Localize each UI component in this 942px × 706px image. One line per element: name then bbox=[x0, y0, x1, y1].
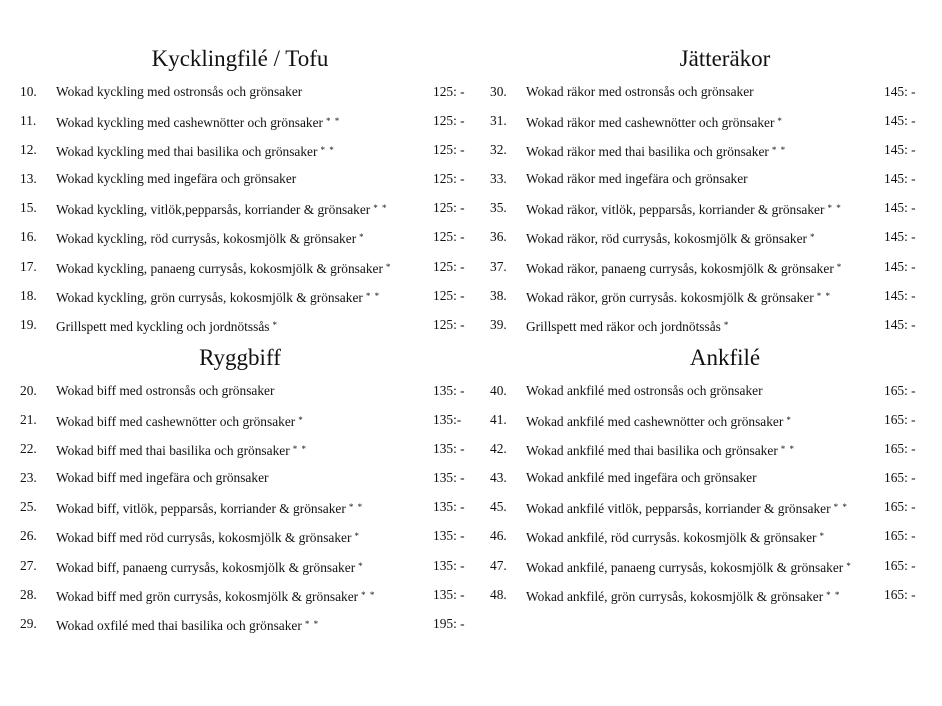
item-number: 35. bbox=[490, 200, 507, 216]
item-price: 135:- bbox=[433, 412, 462, 428]
menu-item bbox=[490, 412, 930, 441]
section-duck bbox=[490, 345, 930, 645]
item-name: Wokad kyckling, röd currysås, kokosmjölk & grönsaker bbox=[56, 231, 357, 247]
item-name: Wokad ankfilé med thai basilika och grönsaker bbox=[526, 443, 778, 459]
menu-item bbox=[490, 499, 930, 528]
item-price: 165: - bbox=[884, 528, 916, 544]
item-price: 125: - bbox=[433, 200, 465, 216]
section-prawns bbox=[490, 46, 930, 346]
item-number: 13. bbox=[20, 171, 37, 187]
item-name: Wokad kyckling med ingefära och grönsaker bbox=[56, 171, 297, 187]
menu-item bbox=[490, 113, 930, 142]
item-price: 135: - bbox=[433, 557, 465, 573]
spicy-stars: * bbox=[819, 531, 825, 542]
item-name: Wokad räkor, röd currysås, kokosmjölk & grönsaker bbox=[526, 231, 808, 247]
item-number: 26. bbox=[20, 528, 37, 544]
spicy-stars: * bbox=[777, 116, 783, 127]
item-price: 125: - bbox=[433, 171, 465, 187]
item-price: 165: - bbox=[884, 441, 916, 457]
menu-item bbox=[490, 317, 930, 346]
item-number: 38. bbox=[490, 287, 507, 303]
menu-item bbox=[490, 200, 930, 229]
item-name-wrap bbox=[56, 441, 307, 459]
item-name-wrap bbox=[526, 288, 831, 306]
item-price: 135: - bbox=[433, 586, 465, 602]
spicy-stars: * bbox=[846, 560, 852, 571]
menu-item bbox=[20, 412, 470, 441]
item-name-wrap bbox=[526, 412, 792, 430]
spicy-stars: * bbox=[359, 232, 365, 243]
spicy-stars: * * bbox=[320, 145, 335, 156]
item-price: 145: - bbox=[884, 316, 916, 332]
item-name-wrap bbox=[526, 200, 842, 218]
section-title: Jätteräkor bbox=[679, 46, 771, 71]
item-name-wrap bbox=[56, 288, 380, 306]
item-number: 17. bbox=[20, 258, 37, 274]
menu-list bbox=[20, 383, 470, 645]
item-number: 41. bbox=[490, 412, 507, 428]
section-title: Ryggbiff bbox=[199, 345, 281, 370]
menu-item bbox=[490, 470, 930, 499]
menu-list bbox=[20, 84, 470, 346]
item-number: 40. bbox=[490, 383, 507, 398]
item-name-wrap bbox=[56, 229, 365, 247]
spicy-stars: * * bbox=[304, 618, 320, 629]
menu-item bbox=[490, 383, 930, 412]
item-name-wrap bbox=[56, 558, 364, 576]
menu-item bbox=[20, 288, 470, 317]
item-number: 37. bbox=[490, 258, 507, 274]
menu-list bbox=[490, 383, 930, 616]
item-price: 165: - bbox=[884, 586, 916, 602]
spicy-stars: * * bbox=[771, 145, 787, 156]
spicy-stars: * bbox=[272, 319, 278, 330]
menu-item bbox=[490, 558, 930, 587]
item-price: 125: - bbox=[433, 113, 465, 129]
spicy-stars: * bbox=[786, 415, 792, 426]
spicy-stars: * * bbox=[348, 502, 364, 513]
item-name-wrap bbox=[526, 142, 786, 160]
menu-item bbox=[20, 142, 470, 171]
item-number: 32. bbox=[490, 142, 507, 158]
item-name: Wokad kyckling, vitlök,pepparsås, korriander & grönsaker bbox=[56, 202, 371, 218]
item-price: 165: - bbox=[884, 557, 916, 573]
spicy-stars: * * bbox=[365, 290, 381, 301]
item-name: Wokad biff, panaeng currysås, kokosmjölk & grönsaker bbox=[56, 559, 356, 575]
menu-list bbox=[490, 84, 930, 346]
menu-item bbox=[490, 528, 930, 557]
item-number: 42. bbox=[490, 441, 507, 457]
section-title: Kycklingfilé / Tofu bbox=[151, 46, 329, 71]
item-price: 125: - bbox=[433, 287, 465, 303]
item-name-wrap bbox=[56, 383, 274, 399]
item-price: 135: - bbox=[433, 441, 465, 457]
item-name-wrap bbox=[56, 616, 319, 634]
item-name: Wokad biff med thai basilika och grönsaker bbox=[56, 443, 290, 459]
item-price: 135: - bbox=[433, 499, 465, 515]
menu-item bbox=[490, 587, 930, 616]
spicy-stars: * bbox=[385, 261, 392, 272]
item-price: 125: - bbox=[433, 316, 465, 332]
item-name: Wokad ankfilé med cashewnötter och grönsaker bbox=[526, 414, 784, 430]
item-name: Wokad ankfilé med ostronsås och grönsaker bbox=[526, 383, 763, 398]
item-name-wrap bbox=[526, 441, 795, 459]
spicy-stars: * bbox=[298, 415, 304, 426]
item-number: 39. bbox=[490, 316, 507, 332]
item-name-wrap bbox=[526, 317, 729, 335]
item-price: 195: - bbox=[433, 615, 465, 631]
item-price: 125: - bbox=[433, 142, 465, 158]
item-name: Wokad kyckling, panaeng currysås, kokosmjölk & grönsaker bbox=[56, 260, 383, 276]
item-price: 145: - bbox=[884, 84, 916, 99]
item-number: 30. bbox=[490, 84, 507, 99]
menu-item bbox=[20, 558, 470, 587]
item-number: 12. bbox=[20, 142, 37, 158]
item-name: Grillspett med kyckling och jordnötssås bbox=[56, 318, 270, 334]
item-number: 18. bbox=[20, 287, 37, 303]
spicy-stars: * bbox=[810, 232, 816, 243]
item-price: 135: - bbox=[433, 470, 465, 486]
menu-item bbox=[490, 171, 930, 200]
item-name: Wokad ankfilé, panaeng currysås, kokosmjölk & grönsaker bbox=[526, 559, 844, 575]
item-price: 165: - bbox=[884, 499, 916, 515]
item-name-wrap bbox=[56, 317, 278, 335]
item-name-wrap bbox=[56, 528, 360, 546]
item-name: Wokad ankfilé med ingefära och grönsaker bbox=[526, 470, 757, 486]
item-number: 47. bbox=[490, 557, 507, 573]
menu-item bbox=[20, 528, 470, 557]
menu-item bbox=[490, 441, 930, 470]
item-name-wrap bbox=[56, 470, 268, 486]
item-name-wrap bbox=[56, 142, 335, 160]
item-name: Grillspett med räkor och jordnötssås bbox=[526, 318, 721, 334]
item-name: Wokad ankfilé, grön currysås, kokosmjölk & grönsaker bbox=[526, 588, 824, 604]
spicy-stars: * * bbox=[326, 116, 341, 127]
menu-item bbox=[20, 499, 470, 528]
item-number: 11. bbox=[20, 113, 37, 129]
item-name-wrap bbox=[56, 412, 304, 430]
item-price: 145: - bbox=[884, 113, 916, 129]
item-name-wrap bbox=[526, 171, 748, 187]
menu-item bbox=[20, 200, 470, 229]
item-name: Wokad kyckling med cashewnötter och grönsaker bbox=[56, 115, 324, 131]
menu-item bbox=[20, 441, 470, 470]
item-number: 16. bbox=[20, 229, 37, 245]
item-price: 145: - bbox=[884, 287, 916, 303]
item-number: 21. bbox=[20, 412, 37, 428]
spicy-stars: * bbox=[723, 319, 730, 330]
item-name: Wokad kyckling, grön currysås, kokosmjölk & grönsaker bbox=[56, 289, 363, 305]
item-name: Wokad biff med ostronsås och grönsaker bbox=[56, 383, 275, 398]
menu-item bbox=[20, 259, 470, 288]
item-name: Wokad ankfilé, röd currysås. kokosmjölk & grönsaker bbox=[526, 530, 817, 546]
item-price: 125: - bbox=[433, 84, 465, 99]
spicy-stars: * * bbox=[292, 444, 307, 455]
spicy-stars: * * bbox=[373, 203, 388, 214]
item-name-wrap bbox=[56, 259, 391, 277]
menu-item bbox=[20, 113, 470, 142]
item-name-wrap bbox=[56, 84, 302, 100]
section-chicken-tofu bbox=[20, 46, 470, 346]
item-name-wrap bbox=[526, 470, 757, 486]
item-name-wrap bbox=[526, 113, 783, 131]
item-number: 31. bbox=[490, 113, 507, 129]
item-name: Wokad biff, vitlök, pepparsås, korriander & grönsaker bbox=[56, 501, 346, 517]
item-name-wrap bbox=[56, 113, 340, 131]
item-name-wrap bbox=[526, 229, 816, 247]
menu-item bbox=[20, 84, 470, 113]
spicy-stars: * * bbox=[827, 203, 842, 214]
item-name: Wokad biff med grön currysås, kokosmjölk & grönsaker bbox=[56, 588, 359, 604]
item-number: 45. bbox=[490, 499, 507, 515]
menu-item bbox=[490, 84, 930, 113]
item-number: 23. bbox=[20, 470, 37, 486]
item-name: Wokad kyckling med ostronsås och grönsaker bbox=[56, 84, 303, 99]
item-name-wrap bbox=[526, 84, 754, 100]
menu-item bbox=[20, 171, 470, 200]
item-name: Wokad räkor med cashewnötter och grönsaker bbox=[526, 115, 775, 131]
spicy-stars: * bbox=[836, 261, 843, 272]
item-name-wrap bbox=[56, 200, 388, 218]
item-name: Wokad räkor, vitlök, pepparsås, korriander & grönsaker bbox=[526, 202, 825, 218]
item-price: 145: - bbox=[884, 258, 916, 274]
item-number: 10. bbox=[20, 84, 37, 99]
menu-item bbox=[20, 229, 470, 258]
item-number: 43. bbox=[490, 470, 507, 486]
item-number: 22. bbox=[20, 441, 37, 457]
item-price: 125: - bbox=[433, 258, 465, 274]
section-title: Ankfilé bbox=[689, 345, 761, 370]
item-price: 145: - bbox=[884, 171, 916, 187]
menu-item bbox=[20, 616, 470, 645]
item-name: Wokad räkor med ingefära och grönsaker bbox=[526, 171, 748, 187]
item-price: 165: - bbox=[884, 470, 916, 486]
item-name-wrap bbox=[56, 171, 296, 187]
item-number: 19. bbox=[20, 316, 37, 332]
item-number: 29. bbox=[20, 615, 37, 631]
menu-item bbox=[20, 383, 470, 412]
item-name: Wokad räkor med thai basilika och grönsaker bbox=[526, 144, 769, 160]
item-number: 28. bbox=[20, 586, 37, 602]
item-price: 165: - bbox=[884, 412, 916, 428]
spicy-stars: * * bbox=[826, 589, 841, 600]
spicy-stars: * * bbox=[816, 290, 831, 301]
item-name: Wokad biff med cashewnötter och grönsaker bbox=[56, 414, 296, 430]
item-price: 145: - bbox=[884, 142, 916, 158]
item-number: 48. bbox=[490, 586, 507, 602]
spicy-stars: * bbox=[358, 560, 364, 571]
item-price: 125: - bbox=[433, 229, 465, 245]
spicy-stars: * bbox=[354, 531, 360, 542]
menu-item bbox=[490, 288, 930, 317]
item-name-wrap bbox=[526, 587, 840, 605]
spicy-stars: * * bbox=[833, 502, 848, 513]
item-price: 135: - bbox=[433, 528, 465, 544]
menu-item bbox=[490, 259, 930, 288]
item-number: 25. bbox=[20, 499, 37, 515]
item-price: 165: - bbox=[884, 383, 916, 398]
menu-item bbox=[20, 587, 470, 616]
item-price: 145: - bbox=[884, 229, 916, 245]
item-name-wrap bbox=[526, 383, 763, 399]
item-number: 27. bbox=[20, 557, 37, 573]
section-beef bbox=[20, 345, 470, 645]
item-name: Wokad räkor, grön currysås. kokosmjölk & grönsaker bbox=[526, 289, 814, 305]
spicy-stars: * * bbox=[780, 444, 796, 455]
item-name-wrap bbox=[56, 587, 375, 605]
item-name-wrap bbox=[526, 528, 825, 546]
spicy-stars: * * bbox=[361, 589, 376, 600]
item-name: Wokad ankfilé vitlök, pepparsås, korriander & grönsaker bbox=[526, 501, 831, 517]
item-name-wrap bbox=[526, 259, 842, 277]
item-name: Wokad räkor, panaeng currysås, kokosmjölk & grönsaker bbox=[526, 260, 834, 276]
item-name: Wokad oxfilé med thai basilika och grönsaker bbox=[56, 617, 302, 633]
item-name-wrap bbox=[526, 499, 848, 517]
item-number: 20. bbox=[20, 383, 37, 398]
item-name: Wokad biff med röd currysås, kokosmjölk & grönsaker bbox=[56, 530, 352, 546]
menu-item bbox=[490, 229, 930, 258]
item-name: Wokad biff med ingefära och grönsaker bbox=[56, 470, 269, 486]
item-number: 15. bbox=[20, 200, 37, 216]
item-number: 33. bbox=[490, 171, 507, 187]
menu-item bbox=[20, 470, 470, 499]
item-price: 145: - bbox=[884, 200, 916, 216]
item-name: Wokad kyckling med thai basilika och grönsaker bbox=[56, 144, 318, 160]
item-name-wrap bbox=[56, 499, 363, 517]
item-number: 46. bbox=[490, 528, 507, 544]
menu-item bbox=[20, 317, 470, 346]
item-price: 135: - bbox=[433, 383, 465, 398]
item-name: Wokad räkor med ostronsås och grönsaker bbox=[526, 84, 754, 99]
item-number: 36. bbox=[490, 229, 507, 245]
item-name-wrap bbox=[526, 558, 852, 576]
menu-item bbox=[490, 142, 930, 171]
